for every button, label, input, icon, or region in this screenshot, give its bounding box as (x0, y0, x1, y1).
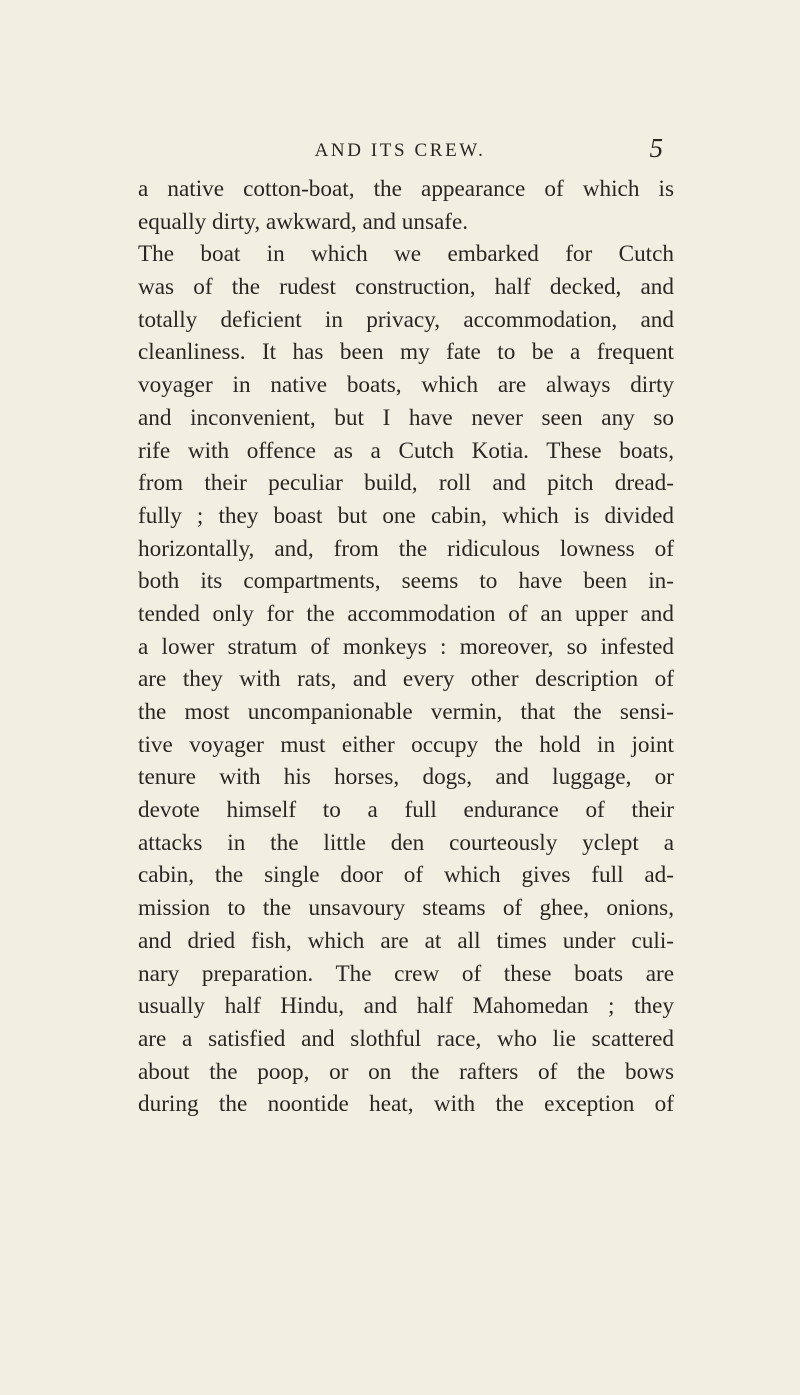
text-line: from their peculiar build, roll and pitch dread- (138, 470, 674, 497)
page-number: 5 (649, 133, 663, 163)
text-line: both its compartments, seems to have been in- (138, 568, 674, 595)
text-line: horizontally, and, from the ridiculous lowness of (138, 535, 674, 562)
text-line: and dried fish, which are at all times under culi- (138, 927, 674, 954)
text-line: totally deficient in privacy, accommodation, and (138, 306, 674, 333)
text-line: during the noontide heat, with the exception of (138, 1091, 674, 1118)
text-line: tended only for the accommodation of an upper and (138, 600, 674, 627)
text-line: are they with rats, and every other description of (138, 666, 674, 693)
text-line: devote himself to a full endurance of their (138, 797, 674, 824)
text-line: rife with offence as a Cutch Kotia. These boats, (138, 437, 674, 464)
text-line: mission to the unsavoury steams of ghee, onions, (138, 895, 674, 922)
text-line: voyager in native boats, which are always dirty (138, 372, 674, 399)
text-line: a lower stratum of monkeys : moreover, so infested (138, 633, 674, 660)
text-line: and inconvenient, but I have never seen any so (138, 404, 674, 431)
text-line: are a satisfied and slothful race, who lie scattered (138, 1025, 674, 1052)
text-line: was of the rudest construction, half decked, and (138, 274, 674, 301)
running-head (0, 133, 800, 166)
text-line: tive voyager must either occupy the hold in joint (138, 731, 674, 758)
text-line: about the poop, or on the rafters of the bows (138, 1058, 674, 1085)
text-line: cabin, the single door of which gives full ad- (138, 862, 674, 889)
text-line: nary preparation. The crew of these boats are (138, 960, 674, 987)
text-line: the most uncompanionable vermin, that the sensi- (138, 699, 674, 725)
text-line: usually half Hindu, and half Mahomedan ; they (138, 993, 674, 1020)
text-line: cleanliness. It has been my fate to be a frequent (138, 339, 674, 366)
text-line: attacks in the little den courteously yclept a (138, 829, 674, 856)
text-line: The boat in which we embarked for Cutch (138, 241, 674, 268)
running-title: AND ITS CREW. (314, 140, 486, 161)
text-line: fully ; they boast but one cabin, which is divided (138, 502, 674, 529)
text-line: tenure with his horses, dogs, and luggage, or (138, 764, 674, 791)
text-line: a native cotton-boat, the appearance of which is (138, 176, 674, 202)
text-line: equally dirty, awkward, and unsafe. (138, 208, 469, 235)
body-text (138, 173, 674, 1121)
